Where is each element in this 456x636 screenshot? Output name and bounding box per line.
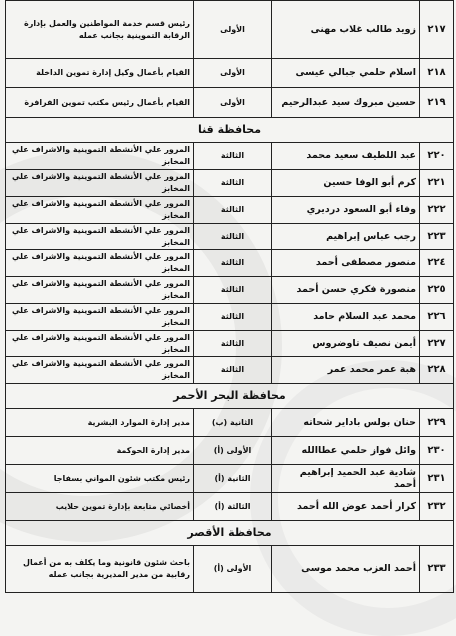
section-header-row bbox=[6, 118, 454, 143]
employee-grade: الثالثة bbox=[194, 170, 272, 197]
assigned-task: المرور علي الأنشطة التموينية والاشراف علي المخابز bbox=[6, 170, 194, 197]
employee-grade: الأولى bbox=[194, 1, 272, 59]
table-row bbox=[6, 465, 454, 493]
assigned-task: المرور علي الأنشطة التموينية والاشراف علي المخابز bbox=[6, 250, 194, 277]
employee-grade: الثانية (ب) bbox=[194, 409, 272, 437]
table-row bbox=[6, 143, 454, 170]
table-row bbox=[6, 277, 454, 304]
row-number: ٢٢٧ bbox=[420, 331, 454, 357]
assigned-task: المرور علي الأنشطة التموينية والاشراف علي المخابز bbox=[6, 277, 194, 304]
employee-grade: الأولى (أ) bbox=[194, 437, 272, 465]
assigned-task: المرور علي الأنشطة التموينية والاشراف علي المخابز bbox=[6, 197, 194, 224]
employee-name: حنان بولس باداير شحاته bbox=[272, 409, 420, 437]
employee-grade: الأولى bbox=[194, 88, 272, 118]
row-number: ٢٢٦ bbox=[420, 304, 454, 331]
row-number: ٢٢٩ bbox=[420, 409, 454, 437]
table-row bbox=[6, 304, 454, 331]
employee-name: وائل فواز حلمي عطاالله bbox=[272, 437, 420, 465]
table-row bbox=[6, 59, 454, 88]
table-row bbox=[6, 1, 454, 59]
assigned-task: المرور علي الأنشطة التموينية والاشراف علي المخابز bbox=[6, 304, 194, 331]
row-number: ٢٢٨ bbox=[420, 357, 454, 384]
table-row bbox=[6, 250, 454, 277]
assigned-task: المرور علي الأنشطة التموينية والاشراف علي المخابز bbox=[6, 143, 194, 170]
row-number: ٢١٨ bbox=[420, 59, 454, 88]
assigned-task: رئيس مكتب شئون المواني بسفاجا bbox=[6, 465, 194, 493]
employee-name: منصور مصطفى أحمد bbox=[272, 250, 420, 277]
section-header-row bbox=[6, 521, 454, 546]
table-row bbox=[6, 357, 454, 384]
employee-name: كرم أبو الوفا حسين bbox=[272, 170, 420, 197]
assigned-task: باحث شئون قانونية وما يكلف به من أعمال رقابية من مدير المديرية بجانب عمله bbox=[6, 546, 194, 593]
employee-name: حسين مبروك سيد عبدالرحيم bbox=[272, 88, 420, 118]
row-number: ٢٣١ bbox=[420, 465, 454, 493]
employee-name: أحمد العزب محمد موسى bbox=[272, 546, 420, 593]
section-title: محافظة الأقصر bbox=[6, 521, 454, 546]
employee-name: اسلام حلمي جبالي عيسى bbox=[272, 59, 420, 88]
row-number: ٢٢٣ bbox=[420, 224, 454, 250]
table-row bbox=[6, 546, 454, 593]
employee-grade: الثالثة (أ) bbox=[194, 493, 272, 521]
employee-name: كرار أحمد عوض الله أحمد bbox=[272, 493, 420, 521]
employee-grade: الثالثة bbox=[194, 224, 272, 250]
employee-grade: الثالثة bbox=[194, 143, 272, 170]
table-row bbox=[6, 493, 454, 521]
section-title: محافظة قنا bbox=[6, 118, 454, 143]
employee-grade: الأولى bbox=[194, 59, 272, 88]
employee-name: منصورة فكري حسن أحمد bbox=[272, 277, 420, 304]
row-number: ٢٣٠ bbox=[420, 437, 454, 465]
table-row bbox=[6, 170, 454, 197]
employee-name: عبد اللطيف سعيد محمد bbox=[272, 143, 420, 170]
employee-grade: الثانية (أ) bbox=[194, 465, 272, 493]
employee-name: محمد عبد السلام حامد bbox=[272, 304, 420, 331]
table-row bbox=[6, 409, 454, 437]
employee-grade: الثالثة bbox=[194, 277, 272, 304]
assigned-task: أخصائي متابعة بإدارة تموين حلايب bbox=[6, 493, 194, 521]
section-title: محافظة البحر الأحمر bbox=[6, 384, 454, 409]
employee-name: رجب عباس إبراهيم bbox=[272, 224, 420, 250]
employee-name: شادية عبد الحميد إبراهيم أحمد bbox=[272, 465, 420, 493]
assigned-task: القيام بأعمال وكيل إدارة تموين الداخلة bbox=[6, 59, 194, 88]
assigned-task: مدير إدارة الموارد البشرية bbox=[6, 409, 194, 437]
row-number: ٢١٩ bbox=[420, 88, 454, 118]
employee-name: زويد طالب غلاب مهنى bbox=[272, 1, 420, 59]
assigned-task: المرور علي الأنشطة التموينية والاشراف علي المخابز bbox=[6, 224, 194, 250]
assigned-task: رئيس قسم خدمة المواطنين والعمل بإدارة الرقابة التموينية بجانب عمله bbox=[6, 1, 194, 59]
row-number: ٢٢١ bbox=[420, 170, 454, 197]
row-number: ٢٢٥ bbox=[420, 277, 454, 304]
table-row bbox=[6, 331, 454, 357]
employee-grade: الثالثة bbox=[194, 197, 272, 224]
row-number: ٢١٧ bbox=[420, 1, 454, 59]
employee-name: أيمن نصيف تاوضروس bbox=[272, 331, 420, 357]
employee-grade: الثالثة bbox=[194, 357, 272, 384]
employee-grade: الأولى (أ) bbox=[194, 546, 272, 593]
employee-name: وفاء أبو السعود درديري bbox=[272, 197, 420, 224]
table-row bbox=[6, 88, 454, 118]
assigned-task: مدير إدارة الحوكمة bbox=[6, 437, 194, 465]
row-number: ٢٣٢ bbox=[420, 493, 454, 521]
employee-name: هبة عمر محمد عمر bbox=[272, 357, 420, 384]
employee-grade: الثالثة bbox=[194, 331, 272, 357]
employee-grade: الثالثة bbox=[194, 304, 272, 331]
table-row bbox=[6, 437, 454, 465]
table-row bbox=[6, 197, 454, 224]
row-number: ٢٣٣ bbox=[420, 546, 454, 593]
assigned-task: المرور علي الأنشطة التموينية والاشراف علي المخابز bbox=[6, 331, 194, 357]
assigned-task: القيام بأعمال رئيس مكتب تموين الفرافرة bbox=[6, 88, 194, 118]
employee-grade: الثالثة bbox=[194, 250, 272, 277]
assigned-task: المرور علي الأنشطة التموينية والاشراف علي المخابز bbox=[6, 357, 194, 384]
table-row bbox=[6, 224, 454, 250]
row-number: ٢٢٢ bbox=[420, 197, 454, 224]
row-number: ٢٢٤ bbox=[420, 250, 454, 277]
row-number: ٢٢٠ bbox=[420, 143, 454, 170]
employee-assignment-table bbox=[5, 0, 454, 593]
section-header-row bbox=[6, 384, 454, 409]
